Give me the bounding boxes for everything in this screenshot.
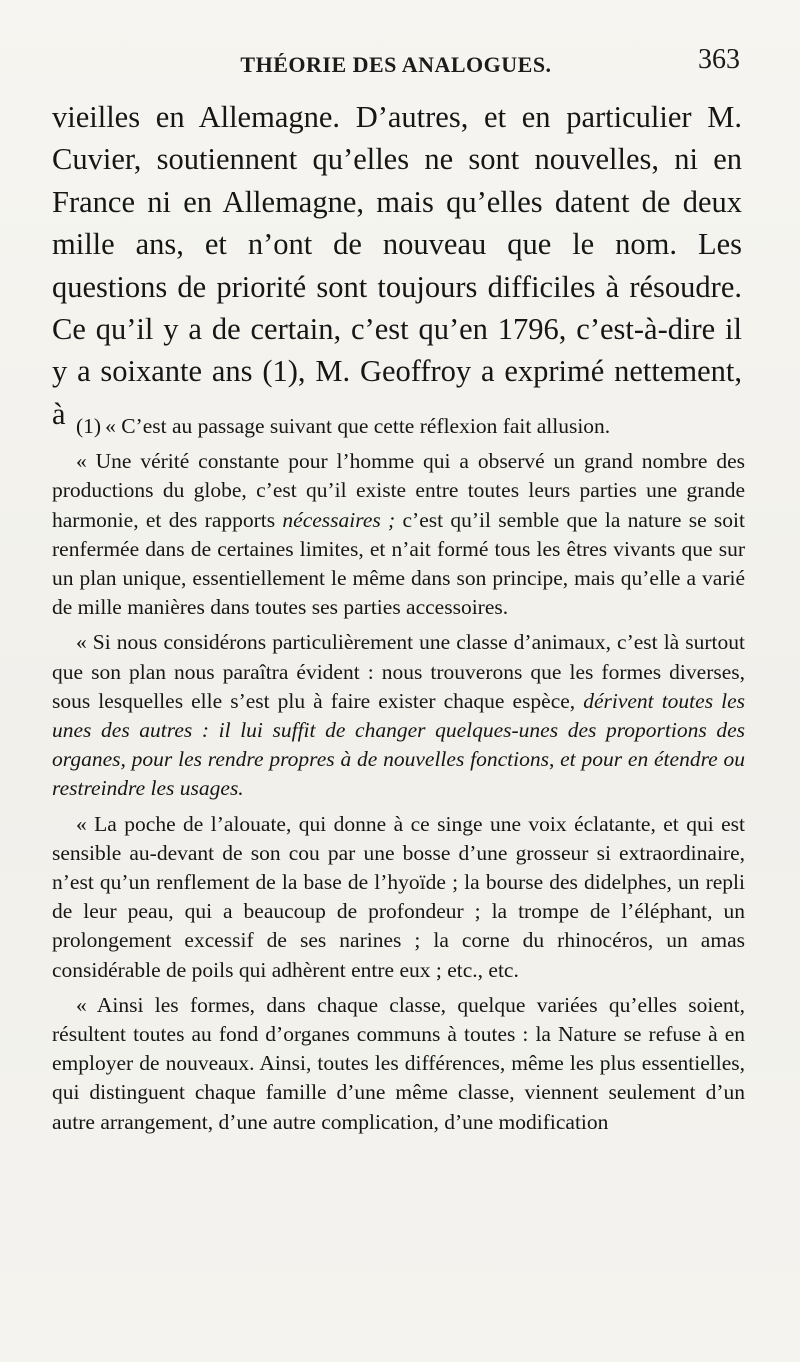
main-paragraph: vieilles en Allemagne. D’autres, et en particulier M. Cuvier, soutiennent qu’elles ne sont nouvelles, ni en France ni en Allemagne, mais qu’elles datent de deux mille ans, et n’ont de nouveau que le nom. Les questions de priorité sont toujours difficiles à résoudre. Ce qu’il y a de certain, c’est qu’en 1796, c’est-à-dire il y a soixante ans (1), M. Geoffroy a exprimé nettement, à bbox=[52, 100, 742, 431]
main-text bbox=[52, 96, 742, 435]
footnote-paragraph-1 bbox=[52, 447, 745, 622]
footnote-p2-italic: dérivent toutes les unes des autres : il lui suffit de changer quelques-unes des proportions des organes, pour les rendre propres à de nouvelles fonctions, et pour en étendre ou restreindre les usages. bbox=[52, 688, 746, 801]
footnote-paragraph-4: « Ainsi les formes, dans chaque classe, quelque variées qu’elles soient, résultent toutes au fond d’organes communs à toutes : la Nature se refuse à en employer de nouveaux. Ainsi, toutes les différences, même les plus essentielles, qui distinguent chaque famille d’une même classe, viennent seulement d’un autre arrangement, d’une autre complication, d’une modification bbox=[52, 992, 745, 1134]
footnote-p1-end: c’est qu’il semble que la nature se soit renfermée dans de certaines limites, et n’ait formé tous les êtres vivants que sur un plan unique, essentiellement le même dans son principe, mais qu’elle a varié de mille manières dans toutes ses parties accessoires. bbox=[52, 507, 745, 620]
footnote-p1-start: « Une vérité constante pour l’homme qui a observé un grand nombre des productions du globe, c’est qu’il existe entre toutes leurs parties une grande harmonie, et des rapports bbox=[52, 449, 745, 532]
footnote-p2-start: « Si nous considérons particulièrement une classe d’animaux, c’est là surtout que son plan nous paraîtra évident : nous trouverons que les formes diverses, sous lesquelles elle s’est plu à faire exister chaque espèce, bbox=[52, 630, 745, 713]
footnote-paragraph-2 bbox=[52, 628, 745, 803]
footnote-marker: (1) bbox=[76, 414, 102, 438]
running-title: THÉORIE DES ANALOGUES. bbox=[240, 52, 552, 77]
footnote-intro-text: « C’est au passage suivant que cette réflexion fait allusion. bbox=[105, 414, 611, 438]
running-header bbox=[52, 44, 740, 84]
footnote bbox=[52, 412, 745, 1143]
footnote-intro bbox=[52, 412, 745, 441]
page-number: 363 bbox=[698, 44, 740, 75]
footnote-p1-italic: nécessaires ; bbox=[282, 507, 396, 532]
footnote-paragraph-3: « La poche de l’alouate, qui donne à ce singe une voix éclatante, et qui est sensible au-devant de son cou par une bosse d’une grosseur si extraordinaire, n’est qu’un renflement de la base de l’hyoïde ; la bourse des didelphes, un repli de leur peau, qui a beaucoup de profondeur ; la trompe de l’éléphant, un prolongement excessif de ses narines ; la corne du rhinocéros, un amas considérable de poils qui adhèrent entre eux ; etc., etc. bbox=[52, 811, 745, 982]
